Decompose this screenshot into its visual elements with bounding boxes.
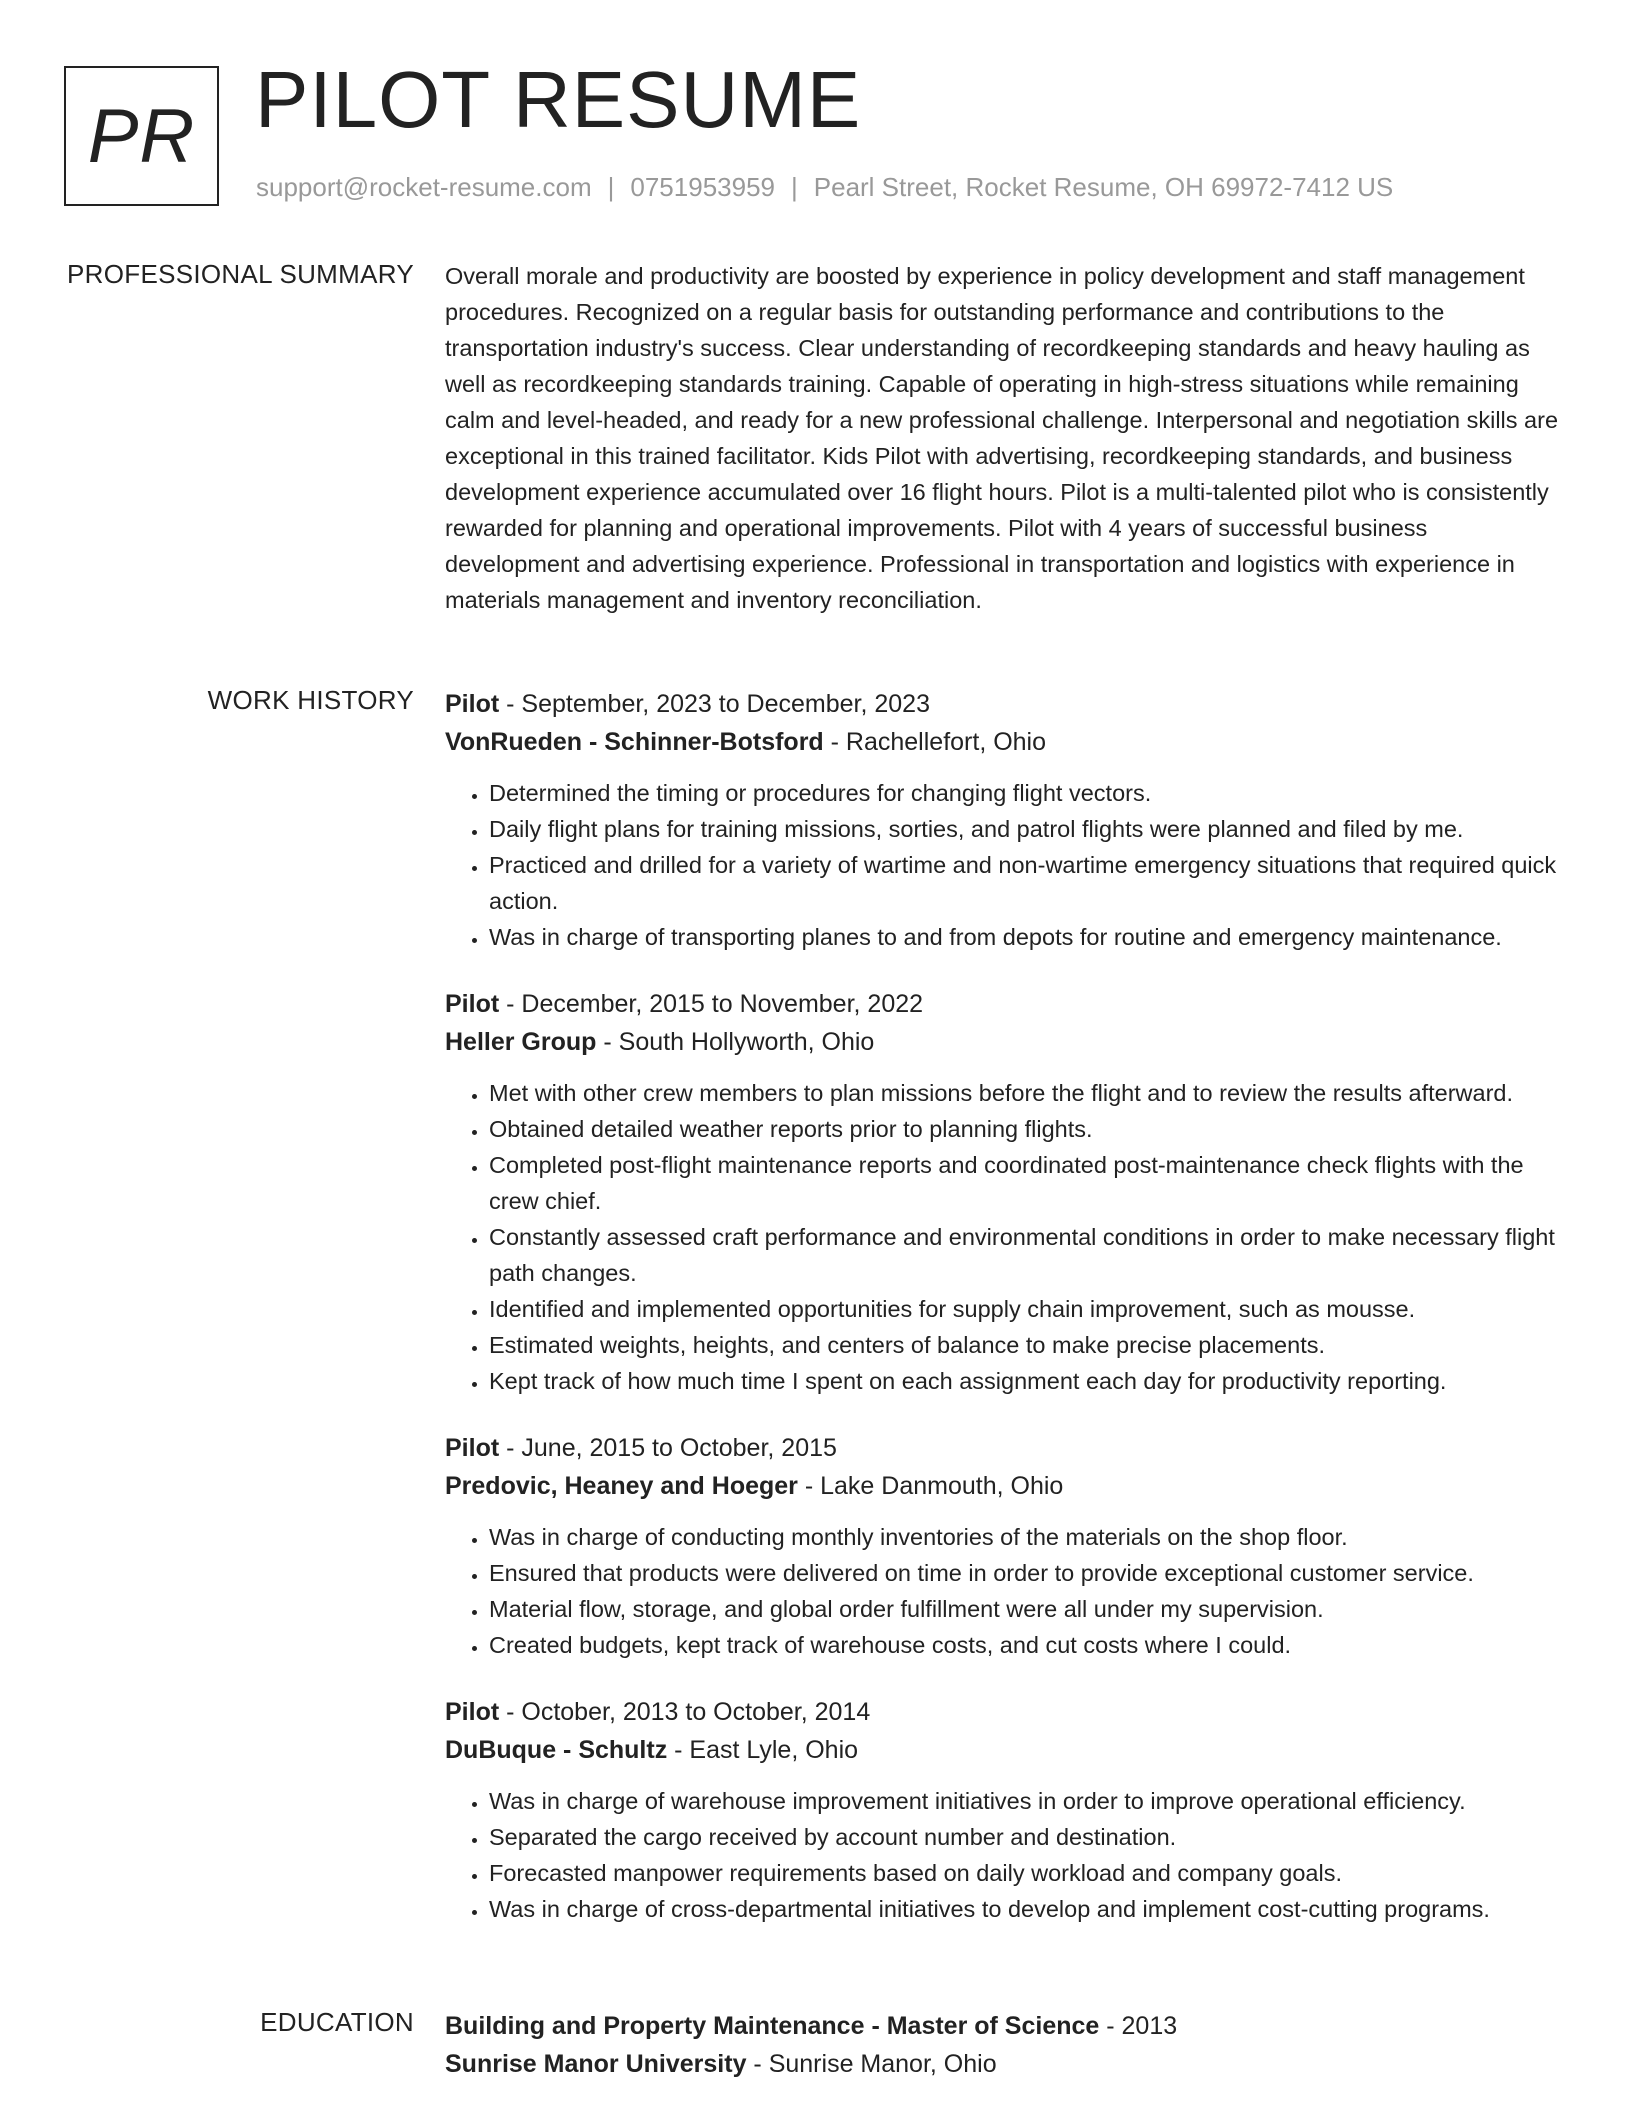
contact-address: Pearl Street, Rocket Resume, OH 69972-7412 US — [813, 172, 1394, 202]
summary-heading: PROFESSIONAL SUMMARY — [67, 259, 414, 289]
job-bullet: • Completed post-flight maintenance reports and coordinated post-maintenance check flights with the crew chief. — [489, 1147, 1565, 1219]
job-bullet: • Practiced and drilled for a variety of wartime and non-wartime emergency situations that required quick action. — [489, 847, 1565, 919]
job-bullet: • Obtained detailed weather reports prior to planning flights. — [489, 1111, 1565, 1147]
job-bullet: • Was in charge of warehouse improvement initiatives in order to improve operational efficiency. — [489, 1783, 1565, 1819]
job-bullet: • Was in charge of conducting monthly inventories of the materials on the shop floor. — [489, 1519, 1565, 1555]
contact-email: support@rocket-resume.com — [256, 172, 592, 202]
job-company-line — [445, 723, 1565, 761]
job-company: DuBuque - Schultz — [445, 1736, 668, 1764]
education-content — [445, 2007, 1565, 2083]
job-dates: - December, 2015 to November, 2022 — [499, 990, 924, 1018]
job-company-line — [445, 1731, 1565, 1769]
job-location: - South Hollyworth, Ohio — [596, 1028, 875, 1056]
job-title: Pilot — [445, 1434, 500, 1462]
education-heading: EDUCATION — [260, 2007, 414, 2037]
job-dates: - October, 2013 to October, 2014 — [499, 1698, 871, 1726]
job-title-line — [445, 1429, 1565, 1467]
job-company: Predovic, Heaney and Hoeger — [445, 1472, 798, 1500]
job-bullet: • Material flow, storage, and global order fulfillment were all under my supervision. — [489, 1591, 1565, 1627]
job-bullet: • Daily flight plans for training missions, sorties, and patrol flights were planned and filed by me. — [489, 811, 1565, 847]
summary-text: Overall morale and productivity are boosted by experience in policy development and staff management procedures. Recognized on a regular basis for outstanding performance and contributions to the transportation industry's success. Clear understanding of recordkeeping standards and heavy hauling as well as recordkeeping standards training. Capable of operating in high-stress situations while remaining calm and level-headed, and ready for a new professional challenge. Interpersonal and negotiation skills are exceptional in this trained facilitator. Kids Pilot with advertising, recordkeeping standards, and business development experience accumulated over 16 flight hours. Pilot is a multi-talented pilot who is consistently rewarded for planning and operational improvements. Pilot with 4 years of successful business development and advertising experience. Professional in transportation and logistics with experience in materials management and inventory reconciliation. — [445, 263, 1559, 613]
job-bullets — [445, 775, 1565, 955]
job-bullet: • Separated the cargo received by account number and destination. — [489, 1819, 1565, 1855]
job-bullets — [445, 1783, 1565, 1927]
job-bullet: • Created budgets, kept track of warehouse costs, and cut costs where I could. — [489, 1627, 1565, 1663]
education-year: - 2013 — [1099, 2012, 1178, 2040]
job-title-line — [445, 685, 1565, 723]
job-bullets — [445, 1075, 1565, 1399]
education-school-line — [445, 2045, 1565, 2083]
job-bullet: • Identified and implemented opportunities for supply chain improvement, such as mousse. — [489, 1291, 1565, 1327]
job-bullet: • Ensured that products were delivered on time in order to provide exceptional customer service. — [489, 1555, 1565, 1591]
education-school: Sunrise Manor University — [445, 2050, 747, 2078]
contact-phone: 0751953959 — [630, 172, 775, 202]
job-bullet: • Constantly assessed craft performance and environmental conditions in order to make necessary flight path changes. — [489, 1219, 1565, 1291]
job-entry — [445, 1429, 1565, 1663]
job-title: Pilot — [445, 1698, 500, 1726]
job-entry — [445, 985, 1565, 1399]
job-bullet: • Determined the timing or procedures for changing flight vectors. — [489, 775, 1565, 811]
contact-line — [256, 172, 1393, 203]
job-location: - Rachellefort, Ohio — [823, 728, 1047, 756]
job-bullets — [445, 1519, 1565, 1663]
job-bullet: • Was in charge of cross-departmental initiatives to develop and implement cost-cutting programs. — [489, 1891, 1565, 1927]
job-location: - East Lyle, Ohio — [667, 1736, 859, 1764]
job-title: Pilot — [445, 990, 500, 1018]
contact-separator: | — [607, 172, 615, 202]
monogram-badge — [64, 66, 219, 206]
job-company: VonRueden - Schinner-Botsford — [445, 728, 824, 756]
job-bullet: • Kept track of how much time I spent on each assignment each day for productivity reporting. — [489, 1363, 1565, 1399]
job-location: - Lake Danmouth, Ohio — [797, 1472, 1064, 1500]
work-history-heading: WORK HISTORY — [207, 685, 414, 715]
resume-name: PILOT RESUME — [255, 55, 862, 144]
job-company-line — [445, 1467, 1565, 1505]
education-location: - Sunrise Manor, Ohio — [746, 2050, 997, 2078]
job-bullet: • Met with other crew members to plan missions before the flight and to review the results afterward. — [489, 1075, 1565, 1111]
education-degree-line — [445, 2007, 1565, 2045]
education-degree: Building and Property Maintenance - Master of Science — [445, 2012, 1100, 2040]
contact-separator: | — [791, 172, 798, 202]
work-history-content — [445, 685, 1565, 1957]
job-title: Pilot — [445, 690, 500, 718]
job-entry — [445, 1693, 1565, 1927]
job-bullet: • Forecasted manpower requirements based on daily workload and company goals. — [489, 1855, 1565, 1891]
job-bullet: • Estimated weights, heights, and centers of balance to make precise placements. — [489, 1327, 1565, 1363]
job-company-line — [445, 1023, 1565, 1061]
job-bullet: • Was in charge of transporting planes to and from depots for routine and emergency maintenance. — [489, 919, 1565, 955]
job-title-line — [445, 985, 1565, 1023]
job-title-line — [445, 1693, 1565, 1731]
job-dates: - September, 2023 to December, 2023 — [499, 690, 930, 718]
job-dates: - June, 2015 to October, 2015 — [499, 1434, 837, 1462]
job-company: Heller Group — [445, 1028, 597, 1056]
monogram-initials: PR — [87, 93, 196, 179]
summary-content — [445, 258, 1565, 618]
job-entry — [445, 685, 1565, 955]
